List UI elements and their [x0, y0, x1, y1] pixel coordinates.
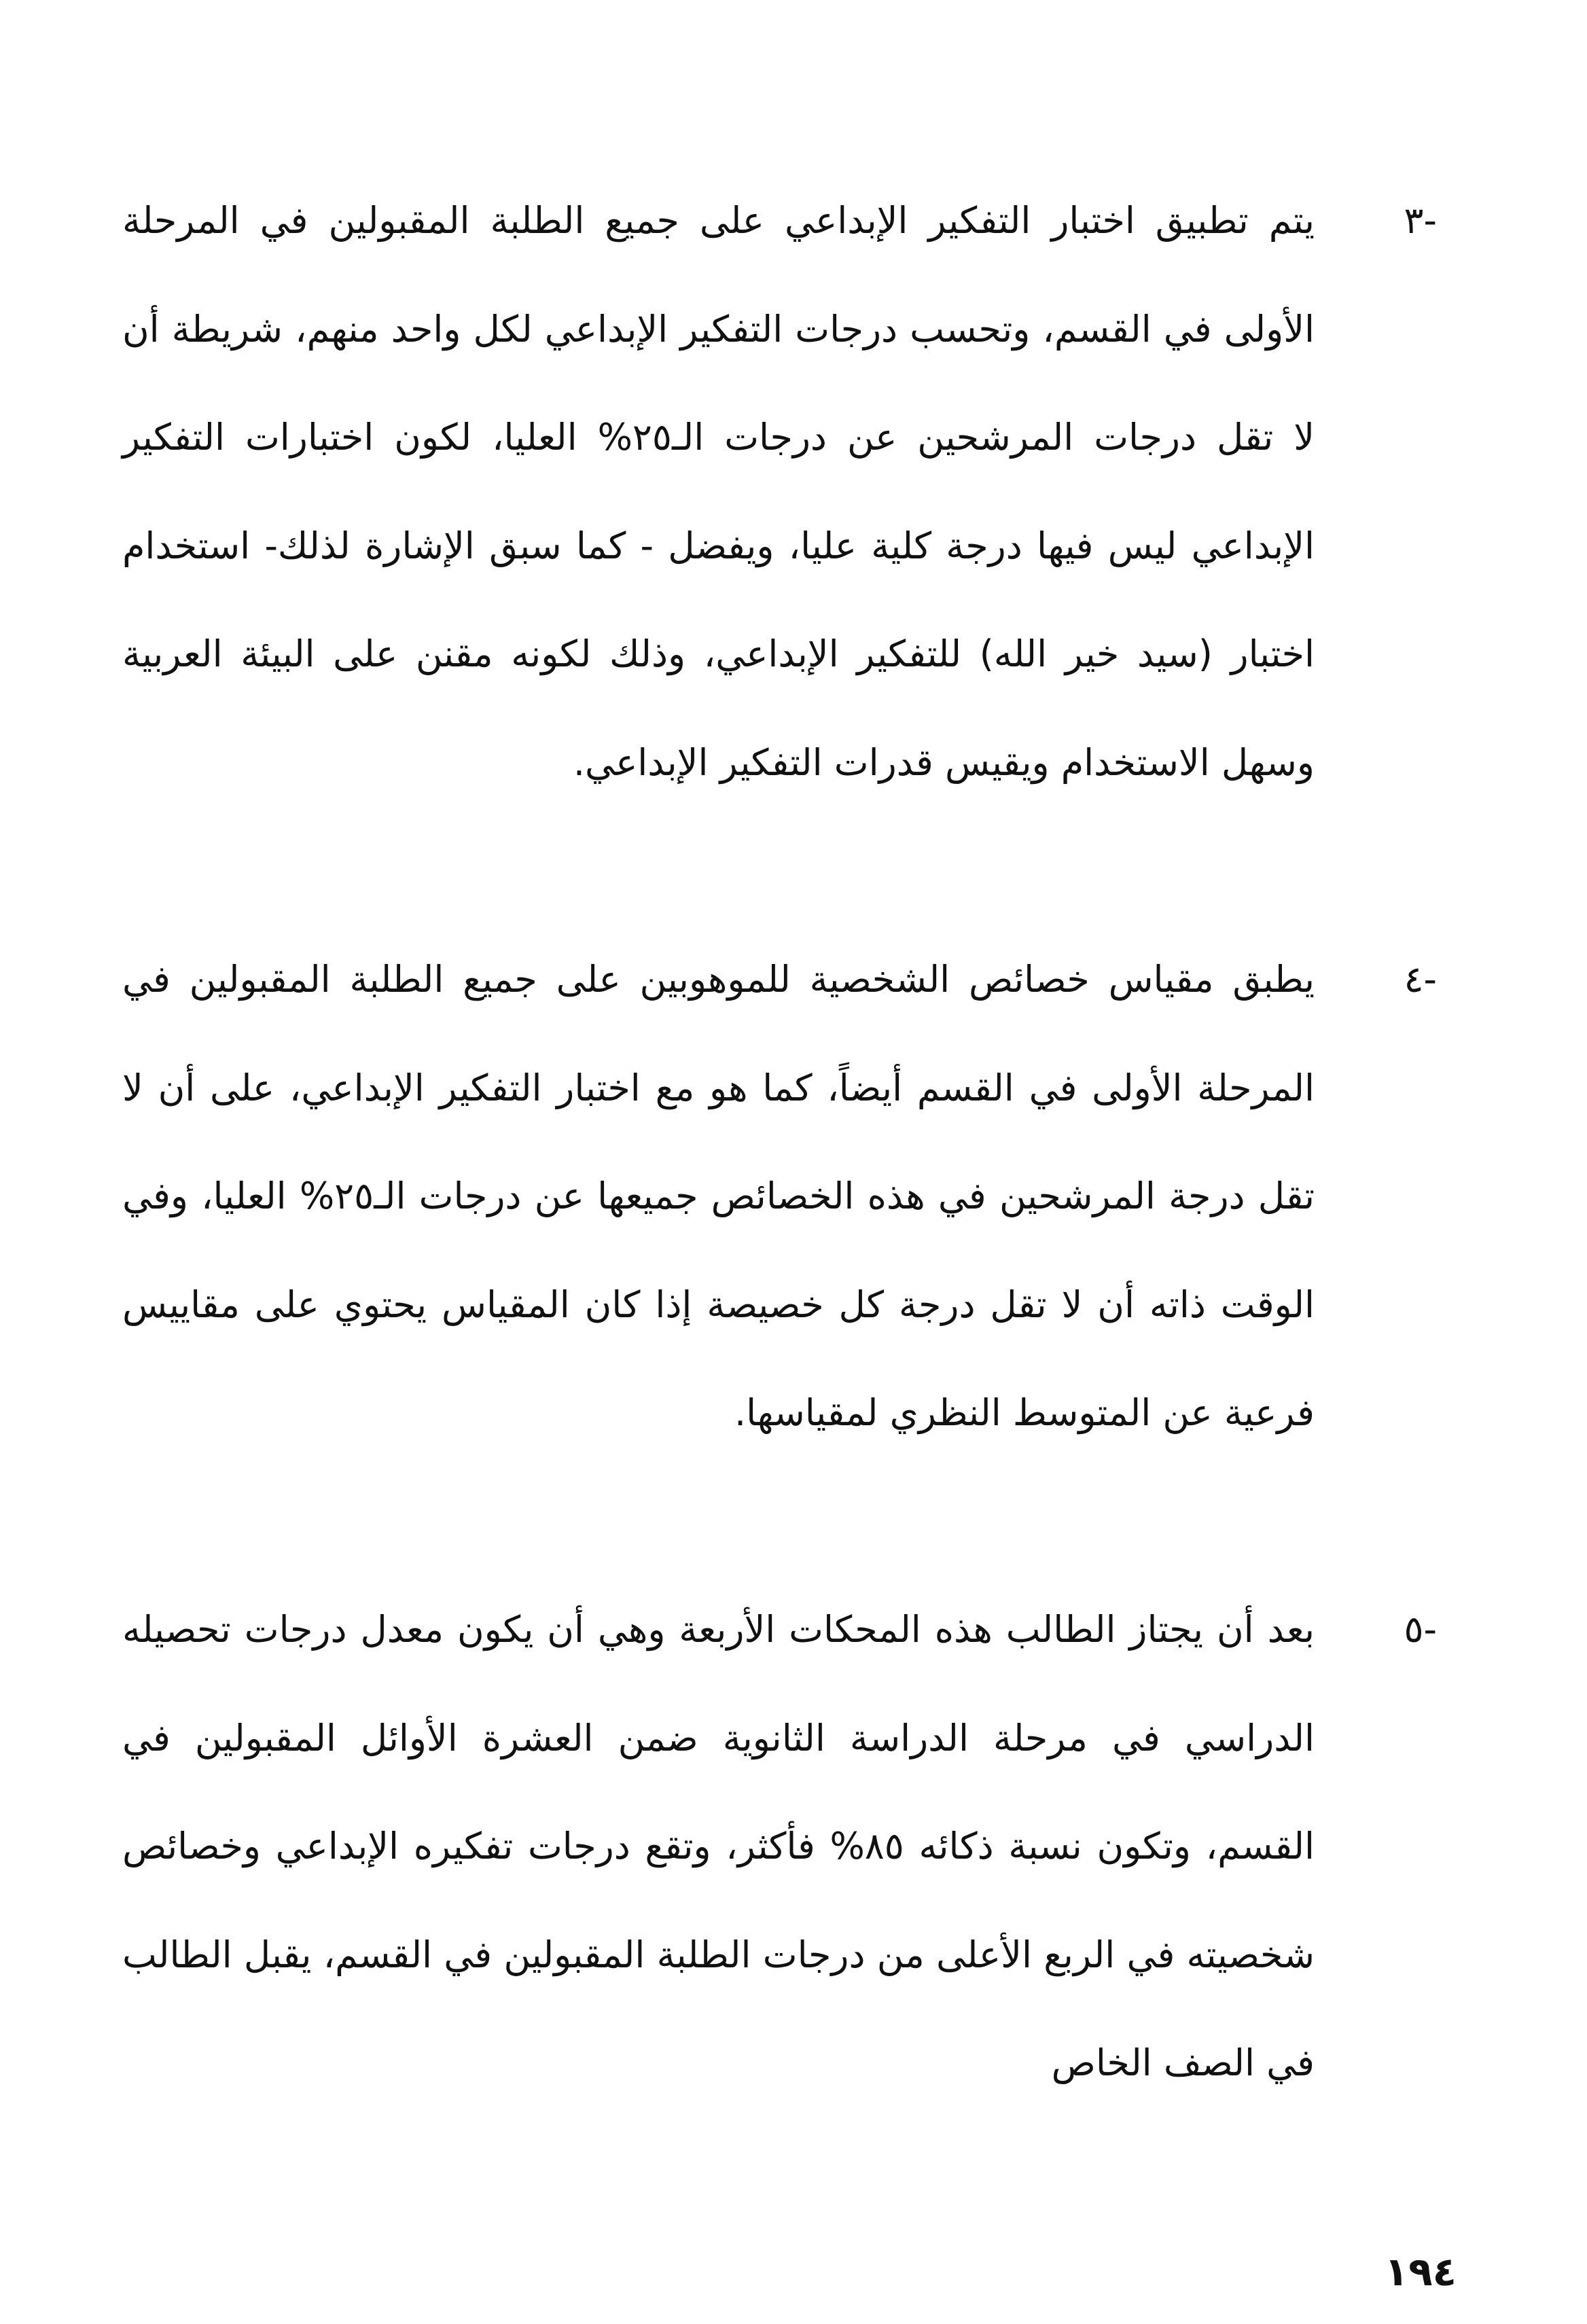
list-item-number: -٥	[1404, 1608, 1437, 1651]
list-item-3	[122, 166, 1437, 817]
list-item-5	[122, 1575, 1437, 2117]
list-item-text: يتم تطبيق اختبار التفكير الإبداعي على جميع الطلبة المقبولين في المرحلة الأولى في القسم، وتحسب درجات التفكير الإبداعي لكل واحد منهم، شريطة أن لا تقل درجات المرشحين عن درجات الـ٢٥% العليا، لكون اختبارات التفكير الإبداعي ليس فيها درجة كلية عليا، ويفضل - كما سبق الإشارة لذلك- استخدام اختبار (سيد خير الله) للتفكير الإبداعي، وذلك لكونه مقنن على البيئة العربية وسهل الاستخدام ويقيس قدرات التفكير الإبداعي.	[122, 199, 1315, 784]
list-item-text: يطبق مقياس خصائص الشخصية للموهوبين على جميع الطلبة المقبولين في المرحلة الأولى في القسم أيضاً، كما هو مع اختبار التفكير الإبداعي، على أن لا تقل درجة المرشحين في هذه الخصائص جميعها عن درجات الـ٢٥% العليا، وفي الوقت ذاته أن لا تقل درجة كل خصيصة إذا كان المقياس يحتوي على مقاييس فرعية عن المتوسط النظري لمقياسها.	[122, 958, 1315, 1434]
list-item-text: بعد أن يجتاز الطالب هذه المحكات الأربعة وهي أن يكون معدل درجات تحصيله الدراسي في مرحلة الدراسة الثانوية ضمن العشرة الأوائل المقبولين في القسم، وتكون نسبة ذكائه ٨٥% فأكثر، وتقع درجات تفكيره الإبداعي وخصائص شخصيته في الربع الأعلى من درجات الطلبة المقبولين في القسم، يقبل الطالب في الصف الخاص	[122, 1608, 1315, 2084]
list-item-4	[122, 925, 1437, 1467]
list-item-number: -٤	[1404, 958, 1437, 1001]
page-number: ١٩٤	[1384, 2249, 1457, 2295]
list-item-number: -٣	[1404, 199, 1437, 242]
